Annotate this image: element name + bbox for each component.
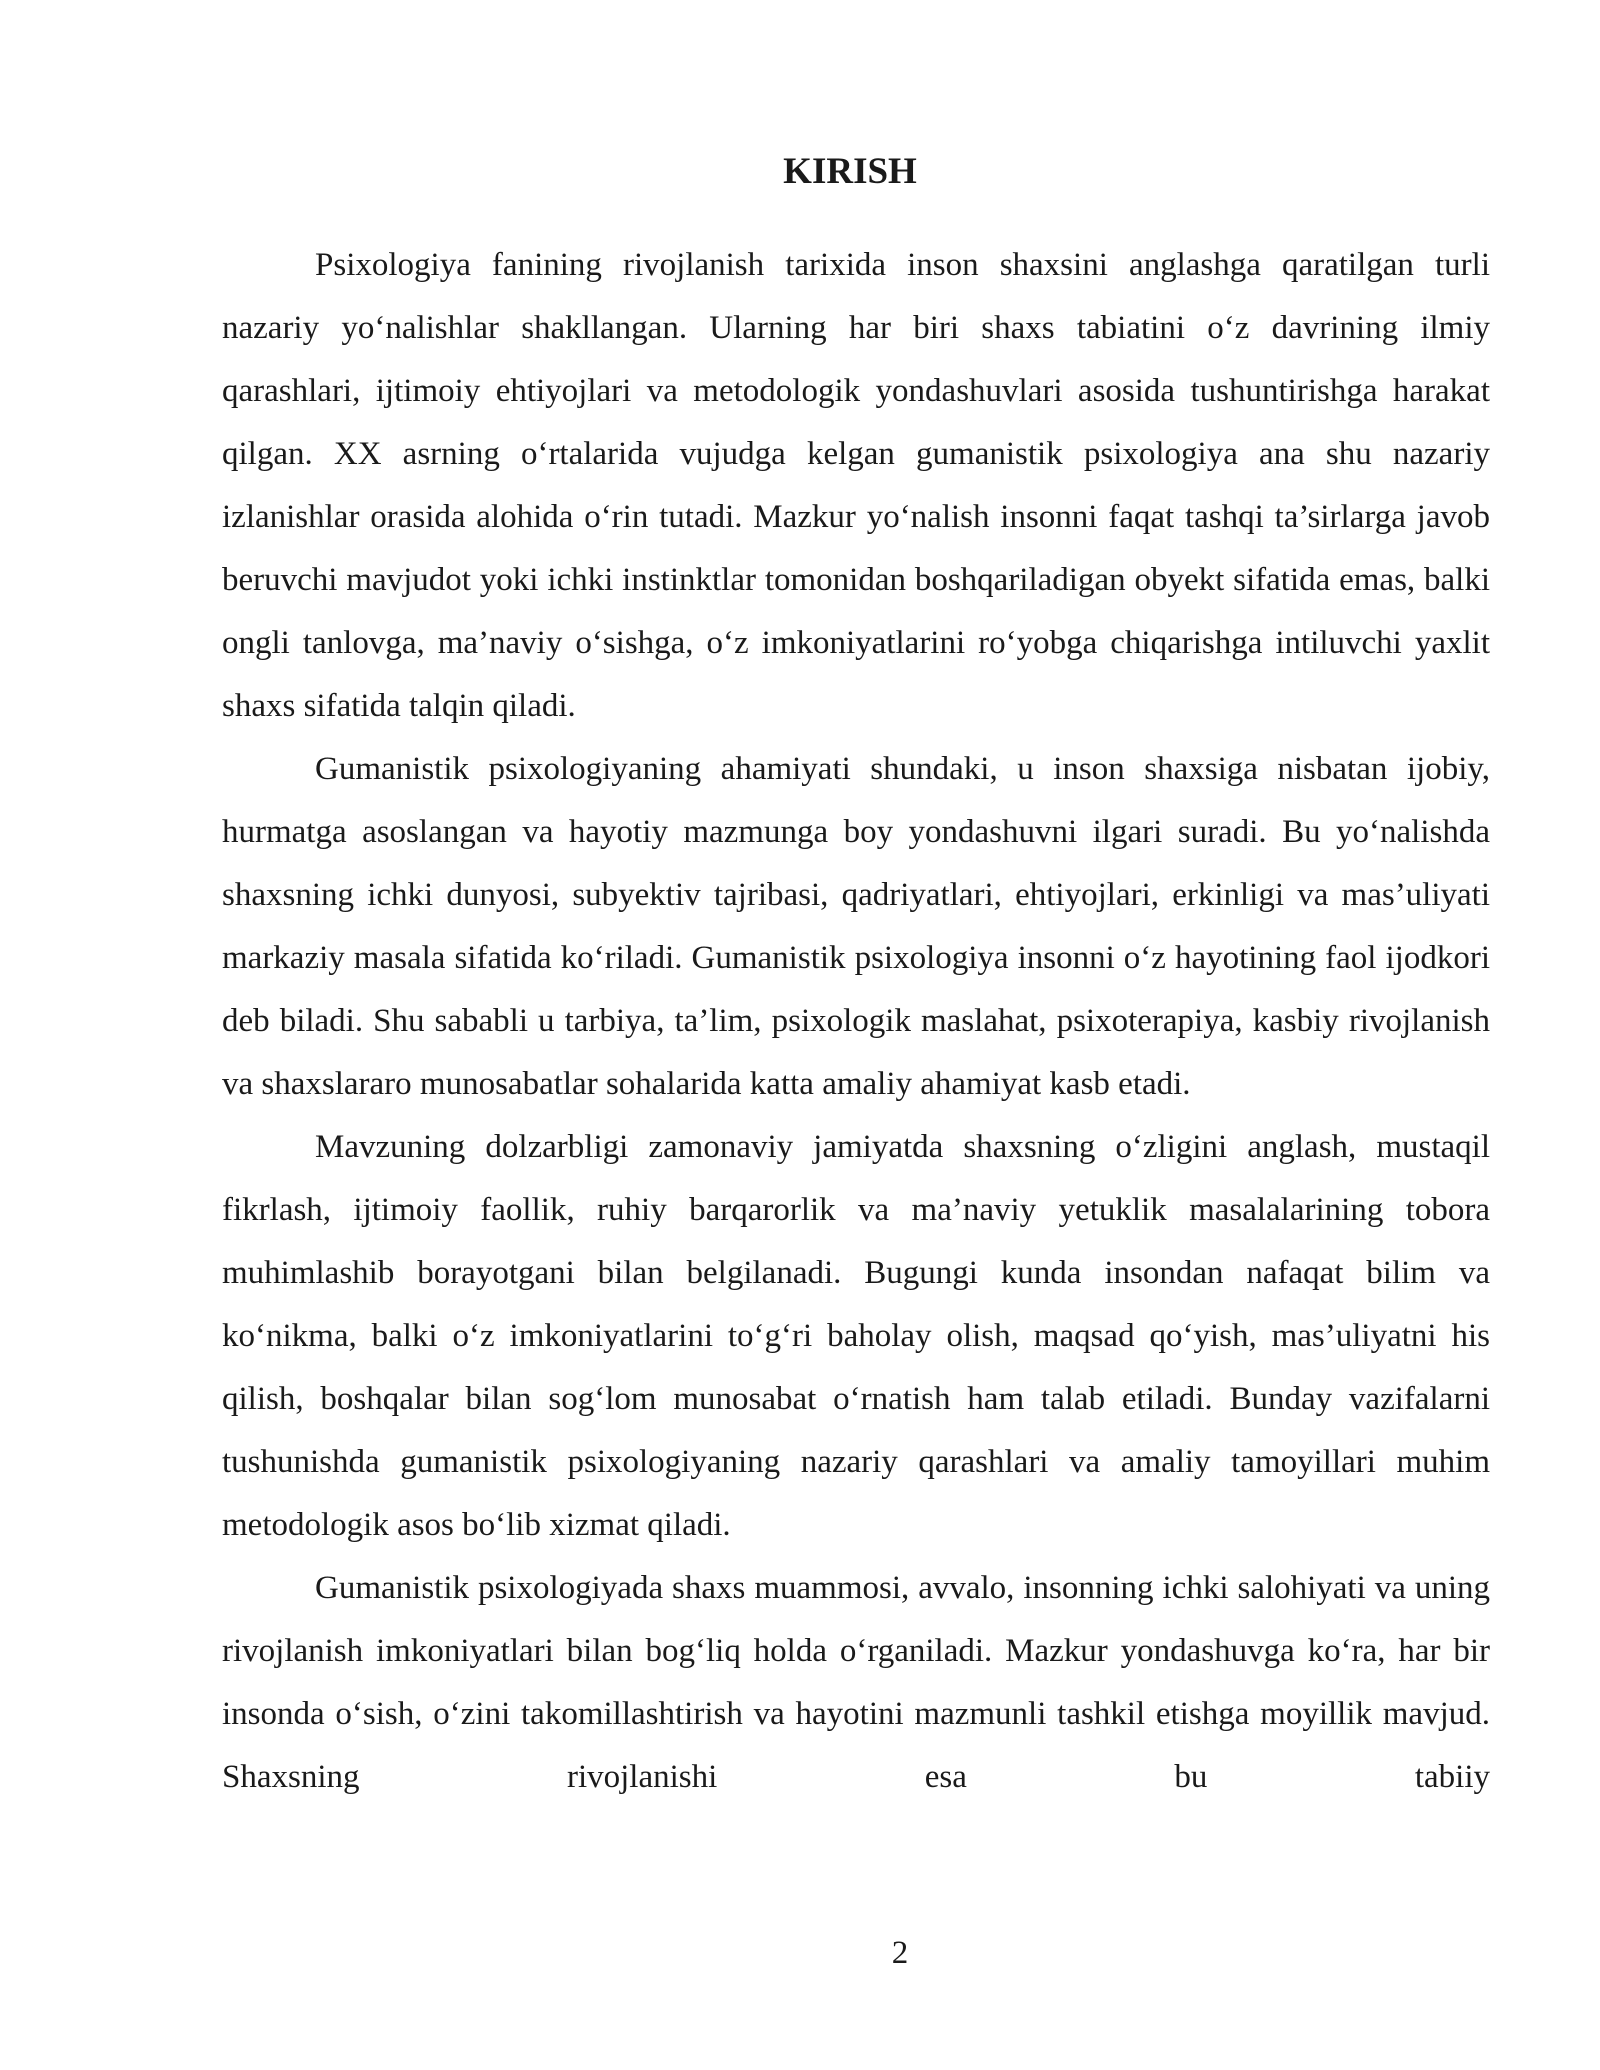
paragraph-1: Psixologiya fanining rivojlanish tarixida inson shaxsini anglashga qaratilgan turli nazariy yo‘nalishlar shakllangan. Ularning har biri shaxs tabiatini o‘z davrining ilmiy qarashlari, ijtimoiy ehtiyojlari va metodologik yondashuvlari asosida tushuntirishga harakat qilgan. XX asrning o‘rtalarida vujudga kelgan gumanistik psixologiya ana shu nazariy izlanishlar orasida alohida o‘rin tutadi. Mazkur yo‘nalish insonni faqat tashqi ta’sirlarga javob beruvchi mavjudot yoki ichki instinktlar tomonidan boshqariladigan obyekt sifatida emas, balki ongli tanlovga, ma’naviy o‘sishga, o‘z imkoniyatlarini ro‘yobga chiqarishga intiluvchi yaxlit shaxs sifatida talqin qiladi.: [222, 247, 1490, 724]
page-number: 2: [891, 1935, 909, 1971]
paragraph-4: Gumanistik psixologiyada shaxs muammosi, avvalo, insonning ichki salohiyati va uning rivojlanish imkoniyatlari bilan bog‘liq holda o‘rganiladi. Mazkur yondashuvga ko‘ra, har bir insonda o‘sish, o‘zini takomillashtirish va hayotini mazmunli tashkil etishga moyillik mavjud. Shaxsning rivojlanishi esa bu tabiiy: [222, 1570, 1490, 1795]
paragraph-3: Mavzuning dolzarbligi zamonaviy jamiyatda shaxsning o‘zligini anglash, mustaqil fikrlash, ijtimoiy faollik, ruhiy barqarorlik va ma’naviy yetuklik masalalarining tobora muhimlashib borayotgani bilan belgilanadi. Bugungi kunda insondan nafaqat bilim va ko‘nikma, balki o‘z imkoniyatlarini to‘g‘ri baholay olish, maqsad qo‘yish, mas’uliyatni his qilish, boshqalar bilan sog‘lom munosabat o‘rnatish ham talab etiladi. Bunday vazifalarni tushunishda gumanistik psixologiyaning nazariy qarashlari va amaliy tamoyillari muhim metodologik asos bo‘lib xizmat qiladi.: [222, 1129, 1490, 1543]
paragraph-2: Gumanistik psixologiyaning ahamiyati shundaki, u inson shaxsiga nisbatan ijobiy, hurmatga asoslangan va hayotiy mazmunga boy yondashuvni ilgari suradi. Bu yo‘nalishda shaxsning ichki dunyosi, subyektiv tajribasi, qadriyatlari, ehtiyojlari, erkinligi va mas’uliyati markaziy masala sifatida ko‘riladi. Gumanistik psixologiya insonni o‘z hayotining faol ijodkori deb biladi. Shu sababli u tarbiya, ta’lim, psixologik maslahat, psixoterapiya, kasbiy rivojlanish va shaxslararo munosabatlar sohalarida katta amaliy ahamiyat kasb etadi.: [222, 751, 1490, 1102]
document-body: [222, 234, 1490, 1809]
document-title: KIRISH: [783, 151, 917, 192]
